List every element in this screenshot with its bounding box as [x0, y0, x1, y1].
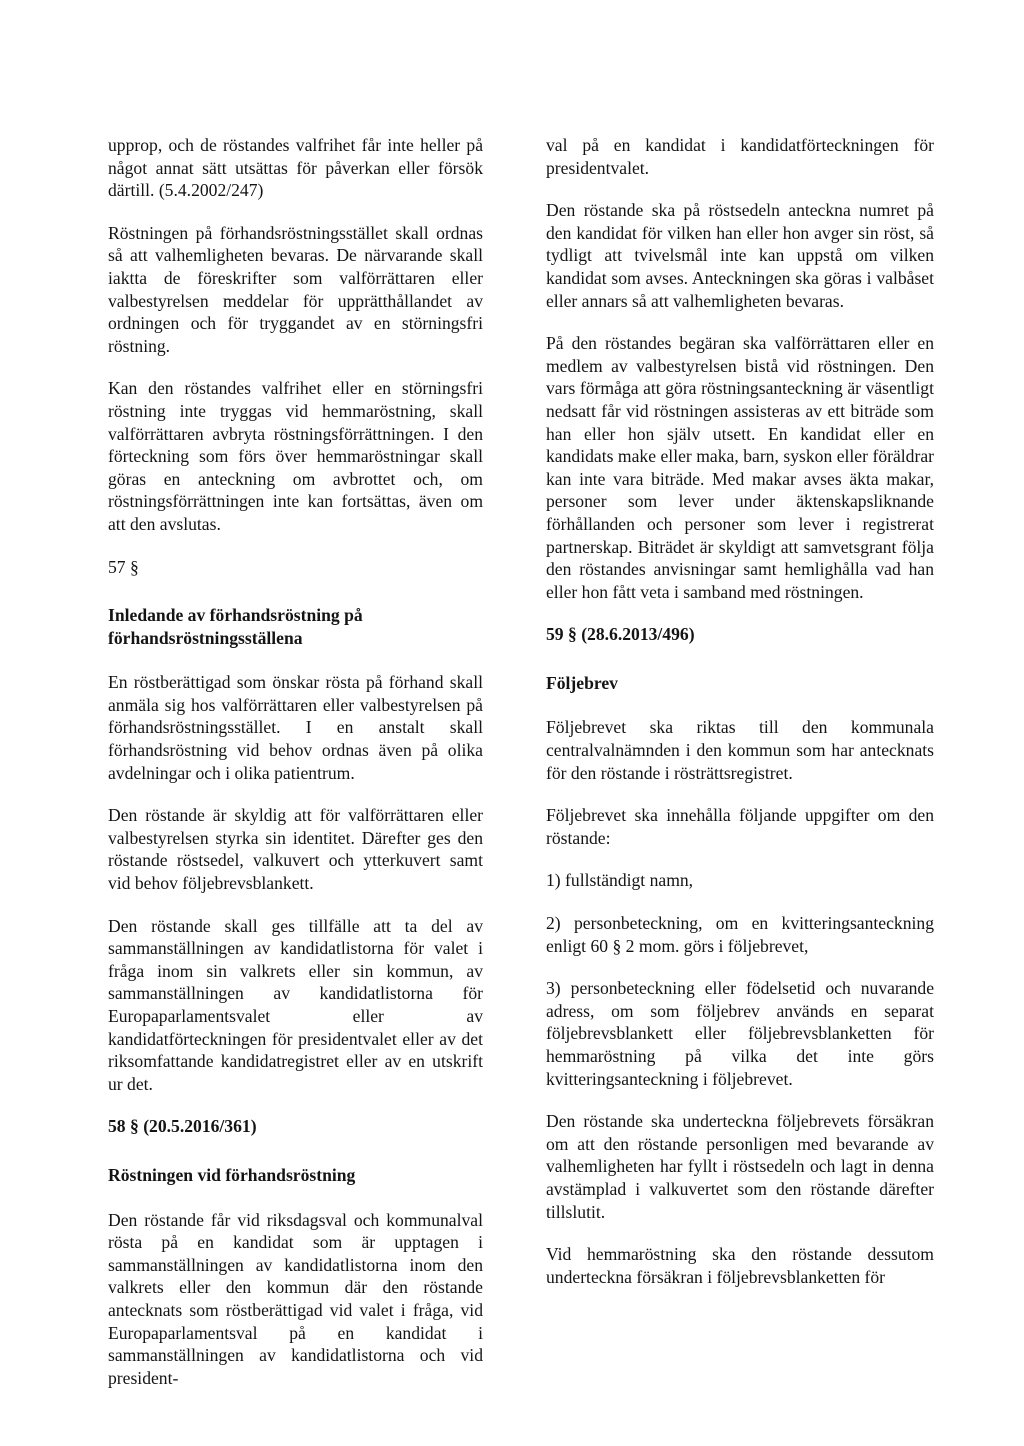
section-number-59: 59 § (28.6.2013/496)	[546, 624, 695, 645]
section-heading-59: Följebrev	[546, 672, 618, 693]
paragraph: val på en kandidat i kandidatförteckningen för presidentvalet.	[546, 135, 934, 178]
paragraph: En röstberättigad som önskar rösta på förhand skall anmäla sig hos valförrättaren eller valbestyrelsen på förhandsröstningsstället. I en anstalt skall förhandsröstning vid behov ordnas även på olika avdelningar och i olika patientrum.	[108, 672, 483, 783]
paragraph: Följebrevet ska innehålla följande uppgifter om den röstande:	[546, 805, 934, 848]
left-column	[108, 134, 483, 1409]
list-item: 2) personbeteckning, om en kvitteringsanteckning enligt 60 § 2 mom. görs i följebrevet,	[546, 913, 934, 956]
section-number-57: 57 §	[108, 556, 139, 577]
section-heading-58: Röstningen vid förhandsröstning	[108, 1164, 356, 1185]
section-number-58: 58 § (20.5.2016/361)	[108, 1116, 257, 1137]
list-item: 3) personbeteckning eller födelsetid och nuvarande adress, om som följebrev används en separat följebrevsblankett eller följebrevsblanketten för hemmaröstning på vilka det inte görs kvitteringsanteckning i följebrevet.	[546, 978, 934, 1089]
paragraph: Den röstande får vid riksdagsval och kommunalval rösta på en kandidat som är upptagen i sammanställningen av kandidatlistorna inom den valkrets eller den kommun där den röstande antecknats som röstberättigad vid valet i fråga, vid Europaparlamentsval på en kandidat i sammanställningen av kandidatlistorna och vid president-	[108, 1209, 483, 1388]
section-heading-57: Inledande av förhandsröstning på förhandsröstningsställena	[108, 605, 363, 648]
paragraph: Röstningen på förhandsröstningsstället skall ordnas så att valhemligheten bevaras. De närvarande skall iaktta de föreskrifter som valförrättaren eller valbestyrelsen meddelar för upprätthållandet av ordningen och för tryggandet av en störningsfri röstning.	[108, 222, 483, 356]
paragraph: upprop, och de röstandes valfrihet får inte heller på något annat sätt utsättas för påverkan eller försök därtill. (5.4.2002/247)	[108, 135, 483, 201]
paragraph: På den röstandes begäran ska valförrättaren eller en medlem av valbestyrelsen bistå vid röstningen. Den vars förmåga att göra röstningsanteckning är väsentligt nedsatt får vid röstningen assisteras av ett biträde som han eller hon själv utsett. En kandidat eller en kandidats make eller maka, barn, syskon eller föräldrar kan inte vara biträde. Med makar avses äkta makar, personer som lever under äktenskapsliknande förhållanden och personer som lever i registrerat partnerskap. Biträdet är skyldigt att samvetsgrant följa den röstandes anvisningar samt hemlighålla vad han eller hon fått veta i samband med röstningen.	[546, 333, 934, 602]
paragraph: Den röstande är skyldig att för valförrättaren eller valbestyrelsen styrka sin identitet. Därefter ges den röstande röstsedel, valkuvert och ytterkuvert samt vid behov följebrevsblankett.	[108, 805, 483, 894]
list-item: 1) fullständigt namn,	[546, 870, 694, 891]
right-column	[546, 134, 934, 1308]
paragraph: Den röstande ska på röstsedeln anteckna numret på den kandidat för vilken han eller hon avger sin röst, så tydligt att tvivelsmål inte kan uppstå om vilken kandidat som avses. Anteckningen ska göras i valbåset eller annars så att valhemligheten bevaras.	[546, 200, 934, 311]
paragraph: Kan den röstandes valfrihet eller en störningsfri röstning inte tryggas vid hemmaröstning, skall valförrättaren avbryta röstningsförrättningen. I den förteckning som förs över hemmaröstningar skall göras en anteckning om avbrottet och, om röstningsförrättningen inte kan fortsättas, även om att den avslutas.	[108, 378, 483, 534]
paragraph: Den röstande ska underteckna följebrevets försäkran om att den röstande personligen med bevarande av valhemligheten har fyllt i röstsedeln och lagt in denna avstämplad i valkuvertet som den röstande därefter tillslutit.	[546, 1111, 934, 1222]
paragraph: Den röstande skall ges tillfälle att ta del av sammanställningen av kandidatlistorna för valet i fråga inom sin valkrets eller sin kommun, av sammanställningen av kandidatlistorna för Europaparlamentsvalet eller av kandidatförteckningen för presidentvalet eller av det riksomfattande kandidatregistret eller av en utskrift ur det.	[108, 915, 483, 1094]
paragraph: Följebrevet ska riktas till den kommunala centralvalnämnden i den kommun som har antecknats för den röstande i rösträttsregistret.	[546, 717, 934, 783]
paragraph: Vid hemmaröstning ska den röstande dessutom underteckna försäkran i följebrevsblanketten för	[546, 1244, 934, 1287]
